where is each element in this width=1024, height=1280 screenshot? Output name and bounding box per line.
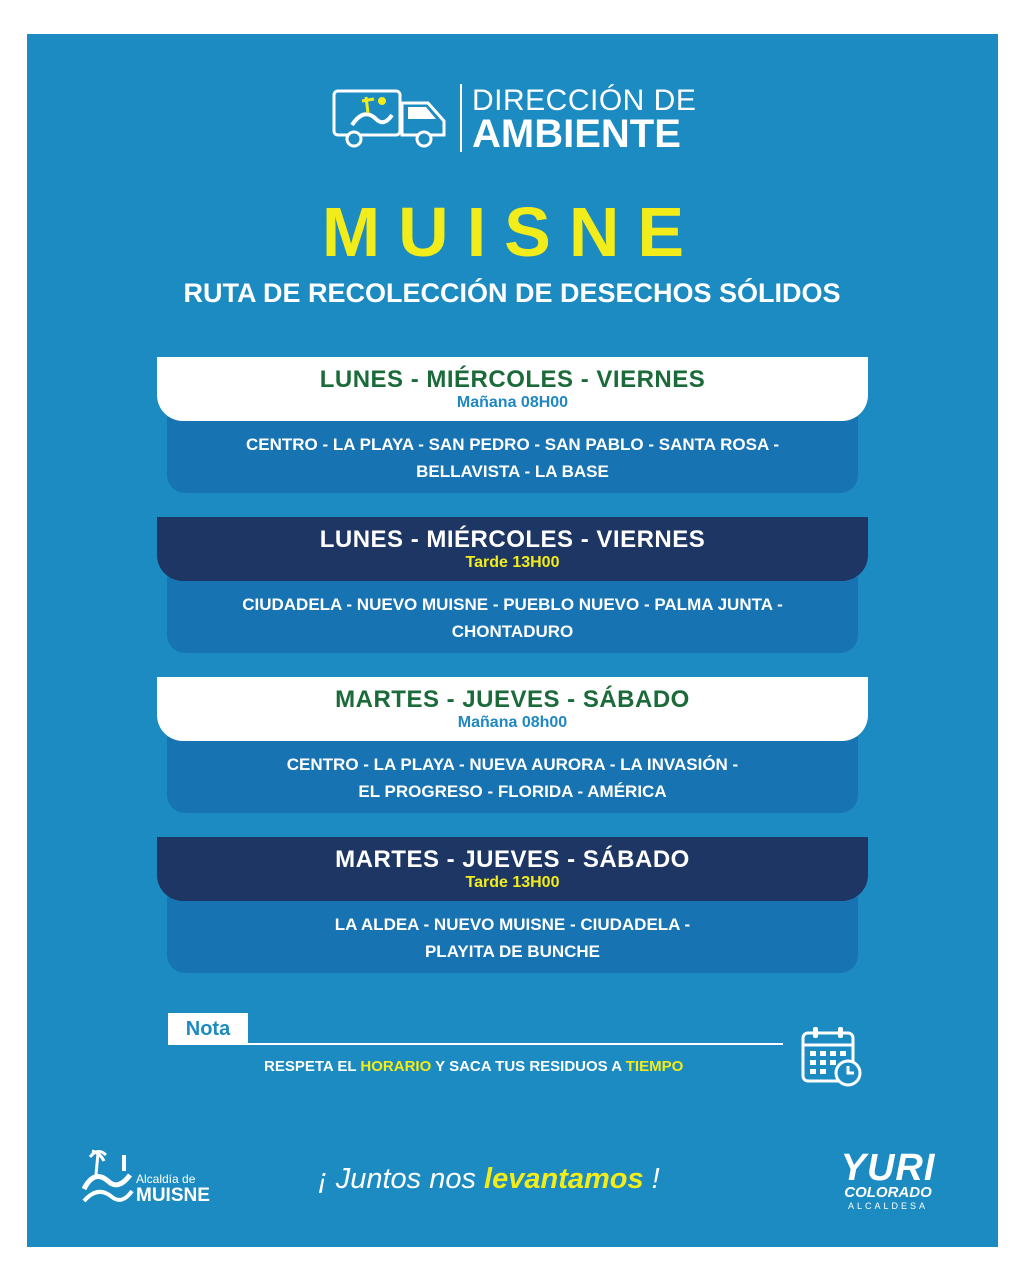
slogan bbox=[318, 1163, 660, 1196]
note-text bbox=[264, 1058, 683, 1075]
note-highlight: TIEMPO bbox=[625, 1058, 684, 1075]
logo-line2: MUISNE bbox=[136, 1185, 210, 1206]
header-divider bbox=[460, 84, 462, 152]
slogan-part: ¡ Juntos nos bbox=[318, 1163, 485, 1195]
schedule-time: Mañana 08h00 bbox=[457, 714, 568, 731]
alcaldia-muisne-logo bbox=[80, 1145, 230, 1213]
slogan-highlight: levantamos bbox=[484, 1163, 644, 1195]
yuri-colorado-logo bbox=[832, 1147, 944, 1212]
note-text-part: Y SACA TUS RESIDUOS A bbox=[431, 1058, 626, 1075]
department-label-line2: AMBIENTE bbox=[472, 112, 681, 156]
department-label-line1: DIRECCIÓN DE bbox=[472, 84, 697, 117]
zones-line: LA ALDEA - NUEVO MUISNE - CIUDADELA - bbox=[334, 915, 691, 934]
note-tag: Nota bbox=[168, 1013, 248, 1045]
slogan-part: ! bbox=[643, 1163, 660, 1195]
schedule-header bbox=[157, 517, 868, 581]
note-text-part: RESPETA EL bbox=[264, 1058, 361, 1075]
yuri-name: YURI bbox=[840, 1147, 936, 1189]
zones-line: EL PROGRESO - FLORIDA - AMÉRICA bbox=[358, 782, 667, 801]
schedule-days: LUNES - MIÉRCOLES - VIERNES bbox=[319, 526, 706, 553]
calendar-clock-icon bbox=[800, 1025, 864, 1089]
note-highlight: HORARIO bbox=[360, 1058, 432, 1075]
zones-line: CHONTADURO bbox=[451, 622, 574, 641]
schedule-days: LUNES - MIÉRCOLES - VIERNES bbox=[319, 366, 706, 393]
zones-line: PLAYITA DE BUNCHE bbox=[424, 942, 601, 961]
schedule-header bbox=[157, 677, 868, 741]
schedule-days: MARTES - JUEVES - SÁBADO bbox=[335, 846, 690, 873]
zones-line: BELLAVISTA - LA BASE bbox=[416, 462, 609, 481]
schedule-time: Tarde 13H00 bbox=[465, 554, 560, 571]
schedule-time: Mañana 08H00 bbox=[456, 394, 569, 411]
page-subtitle: RUTA DE RECOLECCIÓN DE DESECHOS SÓLIDOS bbox=[183, 278, 841, 308]
zones-line: CENTRO - LA PLAYA - NUEVA AURORA - LA INVASIÓN - bbox=[286, 755, 739, 774]
logo-line1: Alcaldía de bbox=[136, 1172, 196, 1186]
schedule-time: Tarde 13H00 bbox=[465, 874, 560, 891]
note-divider bbox=[248, 1043, 783, 1045]
schedule-zones bbox=[167, 591, 858, 645]
schedule-header bbox=[157, 357, 868, 421]
schedule-zones bbox=[167, 751, 858, 805]
schedule-zones bbox=[167, 431, 858, 485]
zones-line: CENTRO - LA PLAYA - SAN PEDRO - SAN PABLO - SANTA ROSA - bbox=[245, 435, 779, 454]
garbage-truck-icon bbox=[332, 85, 452, 153]
schedule-days: MARTES - JUEVES - SÁBADO bbox=[335, 686, 690, 713]
yuri-surname: COLORADO bbox=[844, 1184, 932, 1201]
schedule-header bbox=[157, 837, 868, 901]
schedule-zones bbox=[167, 911, 858, 965]
yuri-role: ALCALDESA bbox=[847, 1201, 929, 1211]
page-title: MUISNE bbox=[321, 193, 703, 271]
zones-line: CIUDADELA - NUEVO MUISNE - PUEBLO NUEVO - PALMA JUNTA - bbox=[242, 595, 783, 614]
